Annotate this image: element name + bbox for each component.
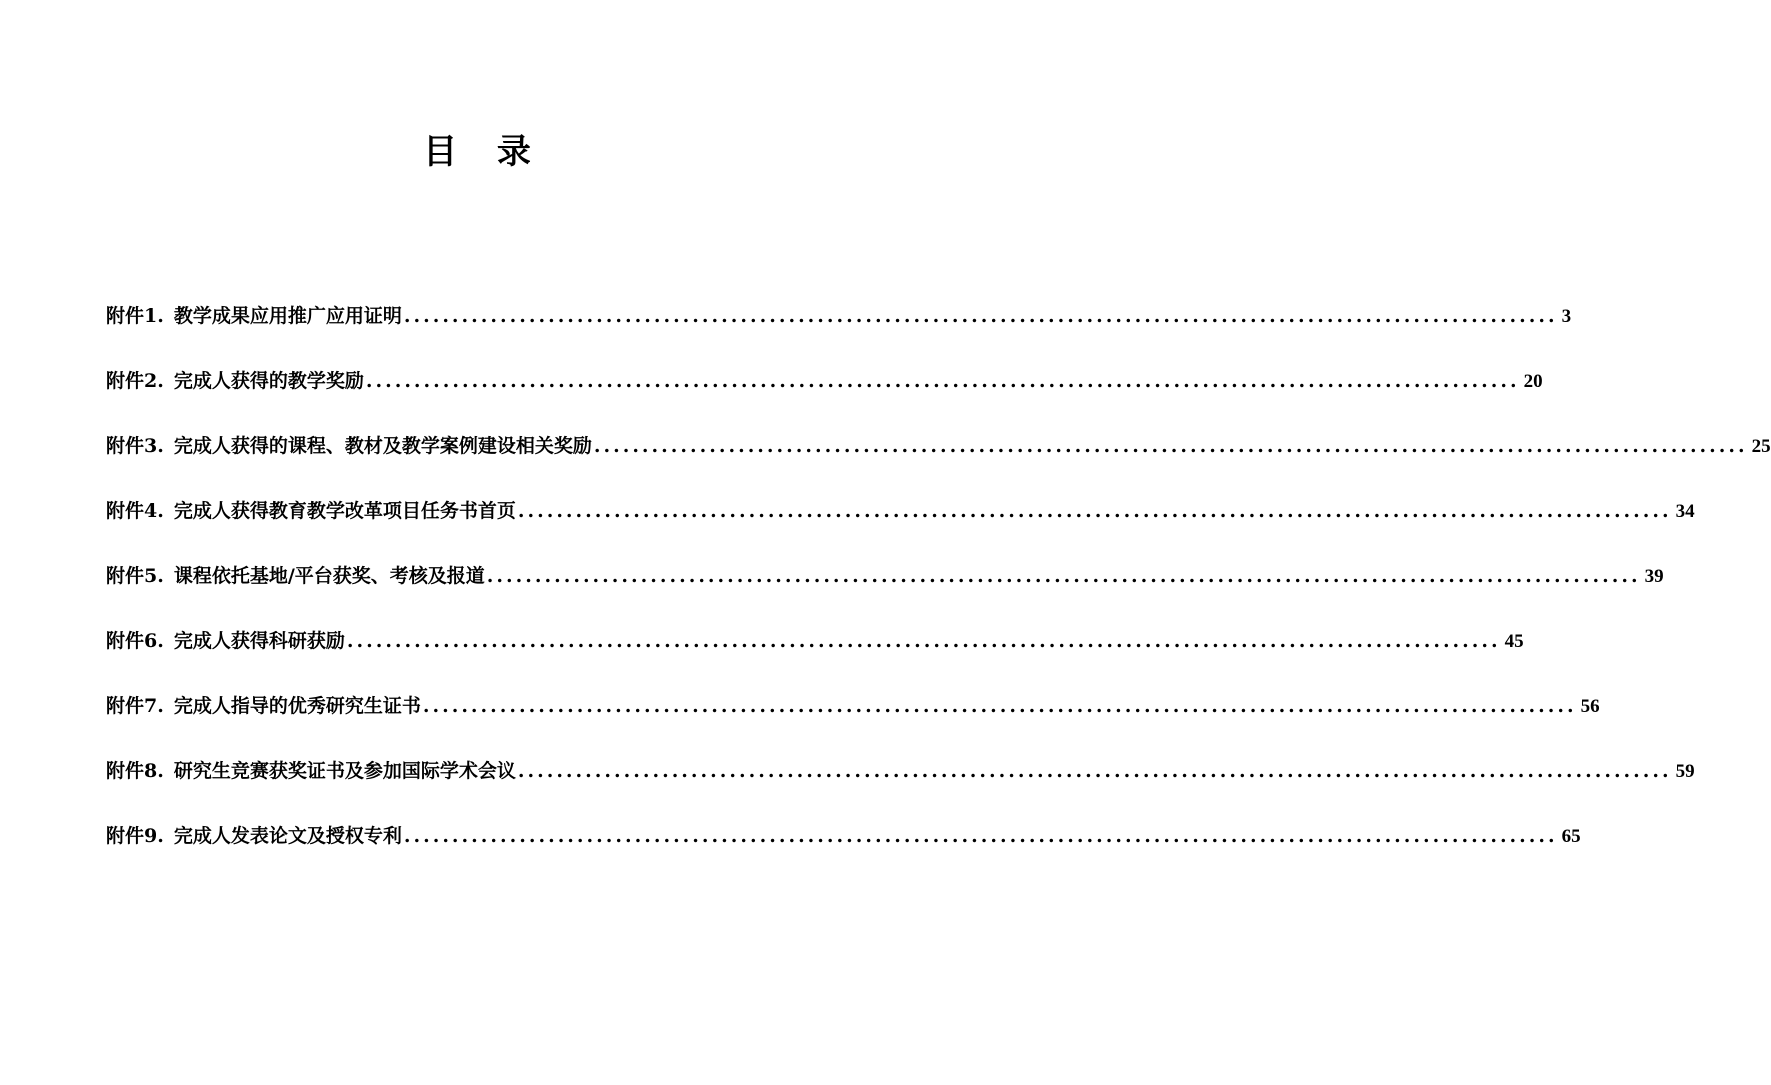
toc-entry-label: 附件3.: [106, 435, 164, 457]
toc-entry[interactable]: [106, 819, 1581, 884]
toc-entry-title: 完成人获得的课程、教材及教学案例建设相关奖励: [173, 435, 592, 457]
toc-entry-label: 附件7.: [106, 695, 164, 717]
toc-leader-dots: ........................................................................................................................: [517, 500, 1672, 522]
table-of-contents: [106, 299, 1771, 884]
toc-entry-label: 附件9.: [106, 825, 164, 847]
toc-entry-page: 56: [1580, 696, 1600, 717]
toc-entry-title: 完成人获得科研获励: [173, 630, 345, 652]
toc-entry-title: 完成人获得的教学奖励: [173, 370, 364, 392]
toc-entry-title: 完成人获得教育教学改革项目任务书首页: [173, 500, 516, 522]
toc-entry-label: 附件1.: [106, 305, 164, 327]
toc-leader-dots: ........................................................................................................................: [422, 695, 1577, 717]
toc-entry-title: 研究生竞赛获奖证书及参加国际学术会议: [173, 760, 516, 782]
toc-leader-dots: ........................................................................................................................: [403, 305, 1558, 327]
toc-entry-page: 39: [1644, 566, 1664, 587]
toc-entry[interactable]: [106, 429, 1771, 494]
toc-entry-label: 附件2.: [106, 370, 164, 392]
toc-entry-page: 65: [1561, 826, 1581, 847]
toc-entry[interactable]: [106, 494, 1695, 559]
toc-entry-title: 完成人指导的优秀研究生证书: [173, 695, 421, 717]
toc-entry[interactable]: [106, 559, 1664, 624]
toc-entry-title: 完成人发表论文及授权专利: [173, 825, 402, 847]
toc-leader-dots: ........................................................................................................................: [593, 435, 1748, 457]
toc-entry-page: 25: [1751, 436, 1771, 457]
toc-entry-page: 45: [1504, 631, 1524, 652]
toc-entry-page: 20: [1523, 371, 1543, 392]
toc-entry[interactable]: [106, 624, 1524, 689]
toc-leader-dots: ........................................................................................................................: [346, 630, 1501, 652]
toc-leader-dots: ........................................................................................................................: [365, 370, 1520, 392]
toc-entry[interactable]: [106, 754, 1695, 819]
toc-entry-page: 59: [1675, 761, 1695, 782]
toc-leader-dots: ........................................................................................................................: [486, 565, 1641, 587]
toc-entry-page: 3: [1561, 306, 1572, 327]
toc-entry-label: 附件4.: [106, 500, 164, 522]
toc-leader-dots: ........................................................................................................................: [517, 760, 1672, 782]
toc-entry-label: 附件8.: [106, 760, 164, 782]
page-title: 目 录: [423, 132, 545, 172]
toc-entry-title: 教学成果应用推广应用证明: [173, 305, 402, 327]
toc-entry-label: 附件6.: [106, 630, 164, 652]
toc-entry[interactable]: [106, 689, 1600, 754]
toc-entry-page: 34: [1675, 501, 1695, 522]
toc-entry[interactable]: [106, 364, 1543, 429]
toc-entry-title: 课程依托基地/平台获奖、考核及报道: [173, 565, 485, 587]
toc-entry[interactable]: [106, 299, 1572, 364]
toc-entry-label: 附件5.: [106, 565, 164, 587]
toc-leader-dots: ........................................................................................................................: [403, 825, 1558, 847]
